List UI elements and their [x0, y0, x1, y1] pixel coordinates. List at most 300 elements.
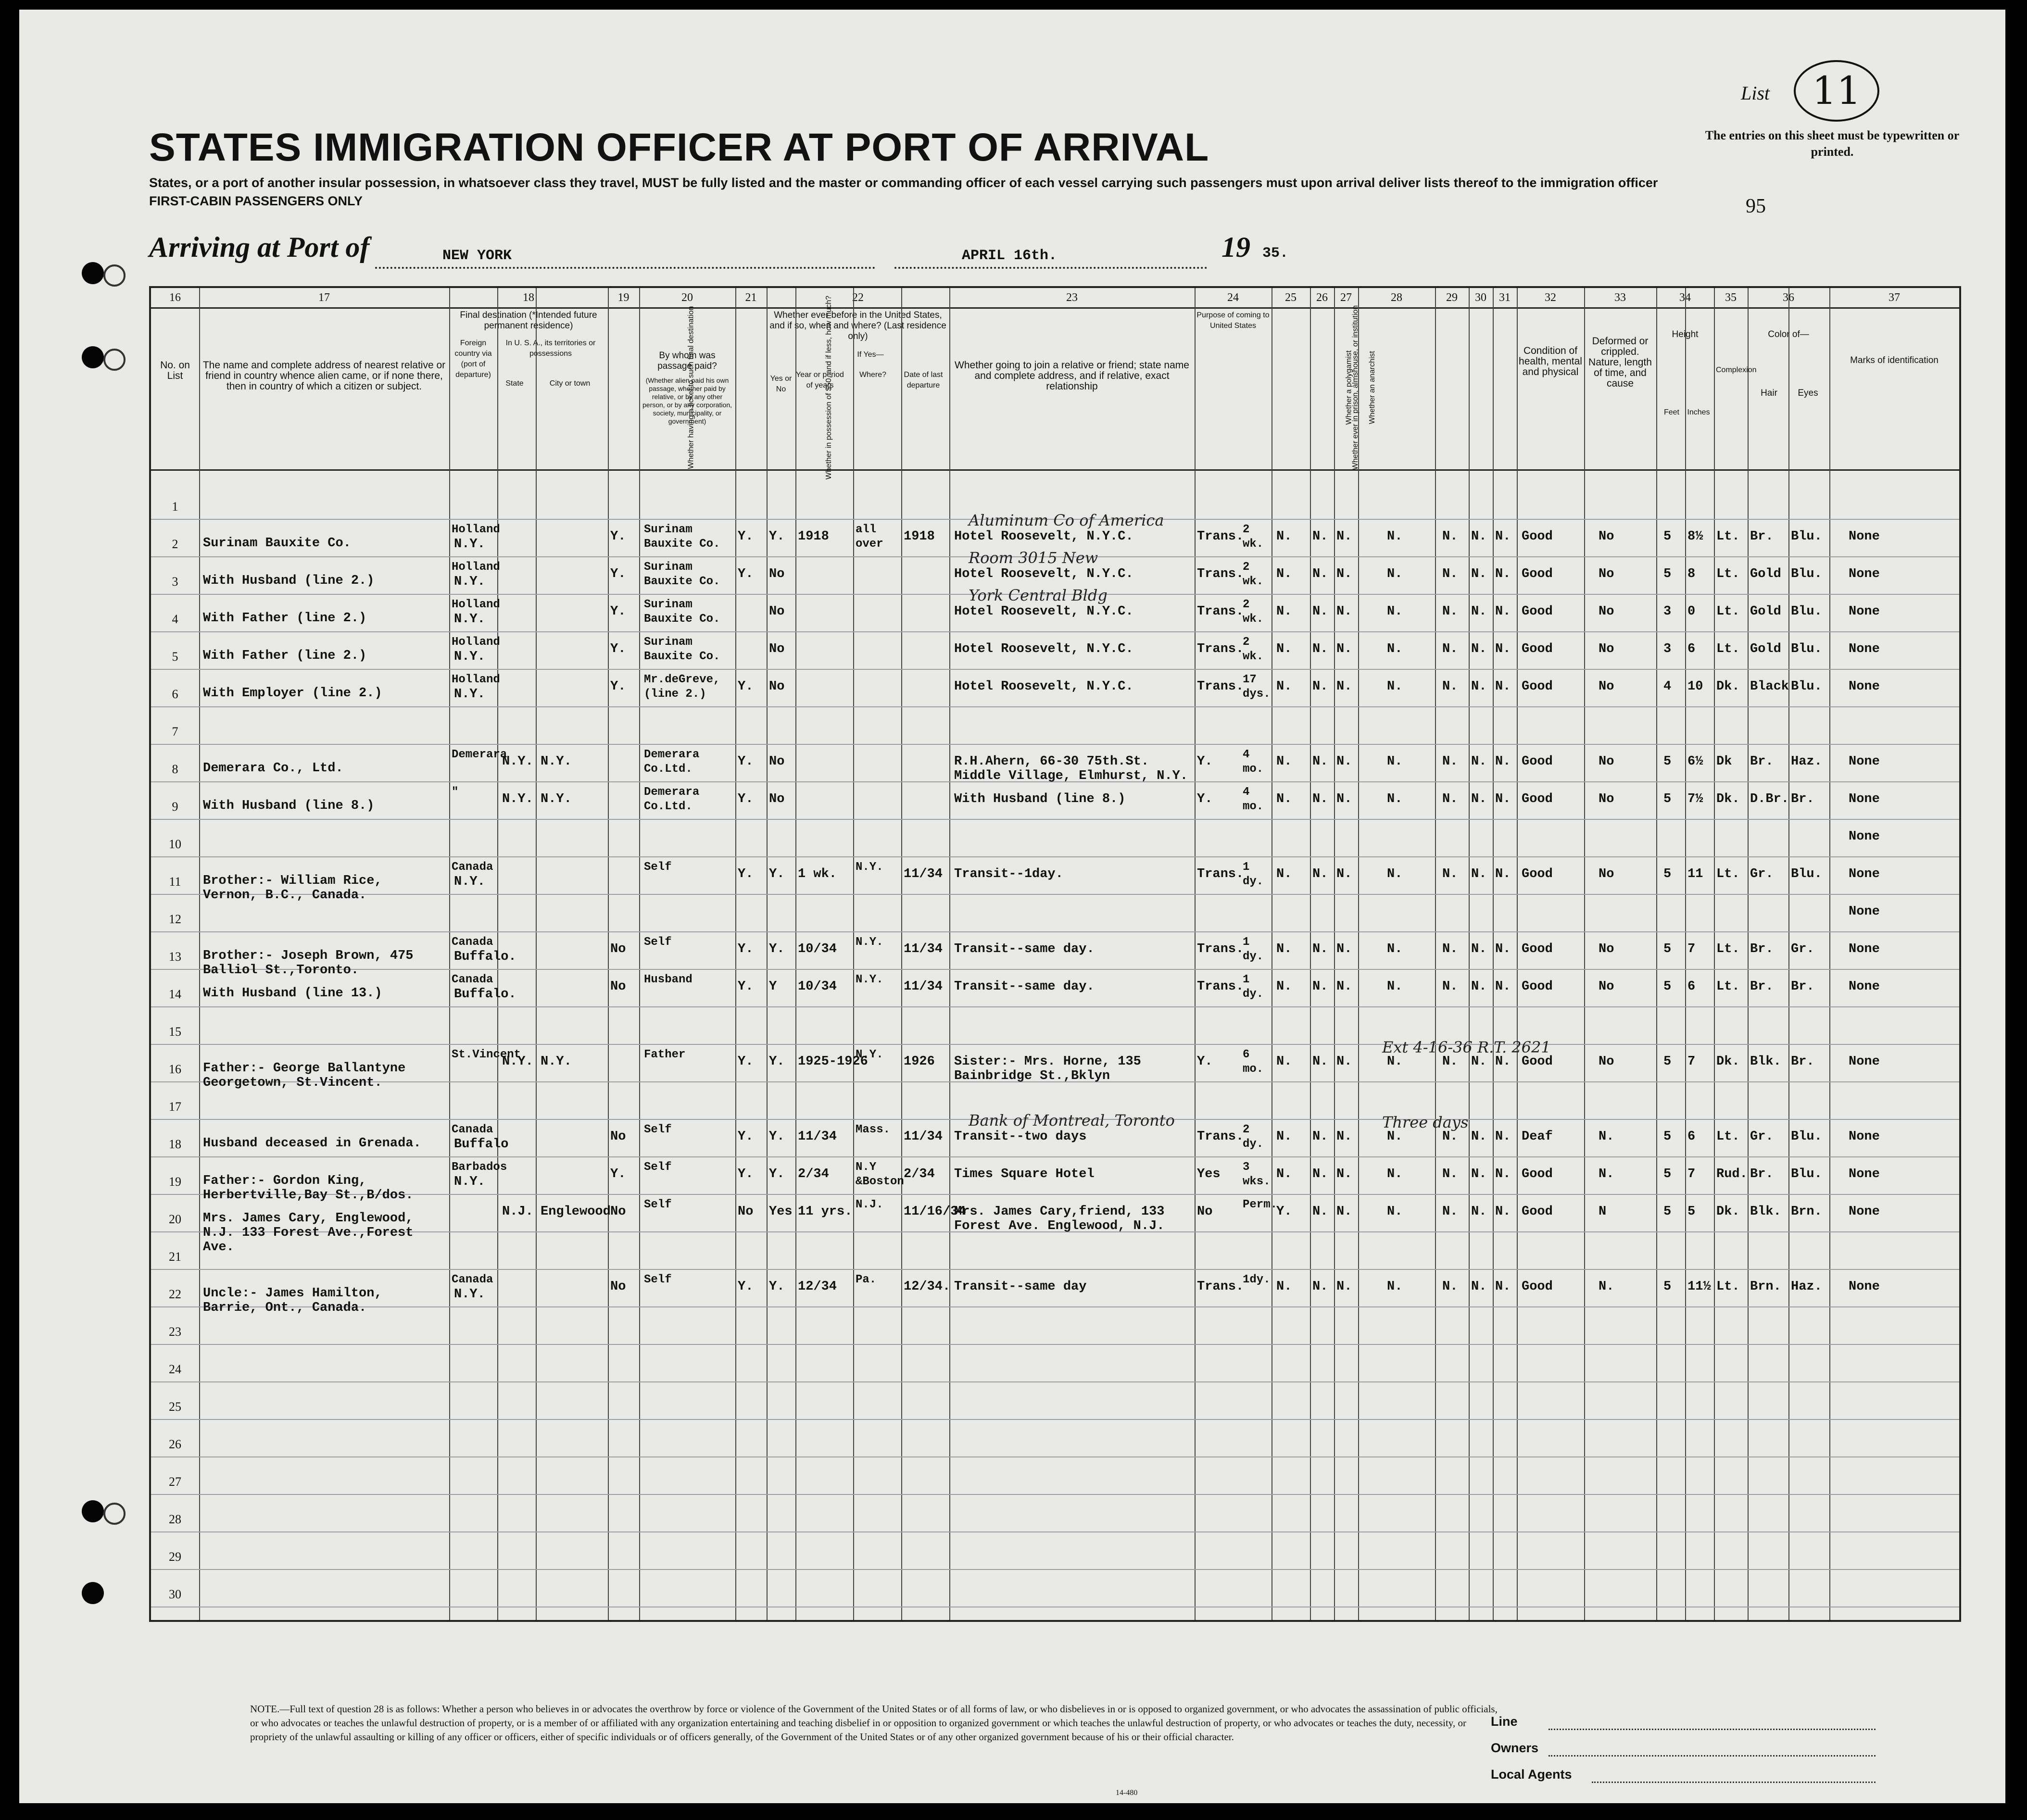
paid-cell: Self: [644, 1198, 672, 1211]
purpose-cell: Trans.: [1197, 529, 1244, 544]
state-cell: N.Y.: [502, 754, 533, 769]
polygamist-cell: N.: [1312, 979, 1328, 994]
marks-cell: None: [1849, 679, 1880, 694]
last-departure-cell: 11/34: [904, 1130, 943, 1144]
binder-hole: [82, 262, 104, 284]
marks-cell: None: [1849, 1130, 1880, 1144]
marks-cell: None: [1849, 754, 1880, 769]
join-cell: Sister:- Mrs. Horne, 135 Bainbridge St.,Bklyn: [954, 1054, 1141, 1083]
prison-cell: N.: [1276, 754, 1292, 769]
eyes-cell: Haz.: [1791, 1280, 1822, 1294]
column-divider: [1788, 288, 1789, 1620]
header-complexion: Complexion: [1714, 307, 1748, 471]
relative-cell: Father:- Gordon King, Herbertville,Bay St.,B/dos.: [203, 1174, 414, 1203]
prison-cell: N.: [1276, 529, 1292, 544]
marks-cell: None: [1849, 1167, 1880, 1181]
complexion-cell: Lt.: [1716, 567, 1740, 581]
column-divider: [1310, 288, 1311, 1620]
complexion-cell: Dk.: [1716, 792, 1740, 806]
length-cell: 2 dy.: [1243, 1123, 1264, 1151]
health-cell: Good: [1522, 604, 1553, 619]
col-num-25: 25: [1272, 288, 1310, 309]
country-cell: Holland: [452, 636, 500, 649]
complexion-cell: Lt.: [1716, 604, 1740, 619]
row-line: [151, 1419, 1959, 1420]
hair-cell: Br.: [1750, 1167, 1774, 1181]
inches-cell: 11½: [1687, 1280, 1711, 1294]
paid-cell: Demerara Co.Ltd.: [644, 748, 700, 776]
row-line: [151, 631, 1959, 632]
list-label: List: [1741, 82, 1770, 104]
header-years: Year or period of years: [796, 371, 844, 389]
owners-label: Owners: [1491, 1741, 1539, 1755]
row-number: 4: [172, 612, 178, 626]
where-cell: N.Y.: [856, 973, 883, 986]
city-cell: Englewood: [541, 1205, 611, 1219]
col-num-27: 27: [1334, 288, 1358, 309]
q31-cell: N.: [1495, 979, 1511, 994]
last-departure-cell: 11/16/34: [904, 1205, 966, 1219]
polygamist-cell: N.: [1312, 1054, 1328, 1069]
relative-cell: Brother:- Joseph Brown, 475 Balliol St.,Toronto.: [203, 949, 414, 978]
inches-cell: 7: [1687, 1167, 1696, 1181]
feet-cell: 5: [1663, 942, 1672, 956]
marks-cell: None: [1849, 567, 1880, 581]
health-cell: Good: [1522, 1054, 1553, 1069]
column-divider: [949, 288, 950, 1620]
row-line: [151, 669, 1959, 670]
last-departure-cell: 11/34: [904, 867, 943, 881]
q31-cell: N.: [1495, 1167, 1511, 1181]
complexion-cell: Dk.: [1716, 1205, 1740, 1219]
row-number: 9: [172, 800, 178, 814]
complexion-cell: Dk: [1716, 754, 1732, 769]
complexion-cell: Lt.: [1716, 1130, 1740, 1144]
length-cell: 2 wk.: [1243, 598, 1264, 626]
anarchist-cell: N.: [1336, 1280, 1352, 1294]
marks-cell: None: [1849, 904, 1880, 919]
marks-cell: None: [1849, 1280, 1880, 1294]
hair-cell: D.Br.: [1750, 792, 1789, 806]
join-cell: Hotel Roosevelt, N.Y.C.: [954, 604, 1133, 619]
inches-cell: 5: [1687, 1205, 1696, 1219]
purpose-cell: Y.: [1197, 1054, 1213, 1069]
join-cell: Times Square Hotel: [954, 1167, 1095, 1181]
anarchist-cell: N.: [1336, 1054, 1352, 1069]
country-cell: Canada: [452, 973, 493, 986]
row-number: 30: [169, 1587, 181, 1601]
row-number: 12: [169, 912, 181, 926]
row-line: [151, 1494, 1959, 1495]
anarchist-cell: N.: [1336, 642, 1352, 656]
column-divider: [608, 288, 609, 1620]
city-cell: N.Y.: [541, 792, 572, 806]
fifty-cell: Y.: [738, 1280, 754, 1294]
header-state: State: [505, 379, 524, 388]
header-passage-paid-note: (Whether alien paid his own passage, whether paid by relative, or by any other person, or by any corporation, society, municipality, or government): [642, 377, 732, 425]
header-join-relative: Whether going to join a relative or friend; state name and complete address, and if relative, exact relationship: [949, 307, 1195, 471]
join-cell: Transit--two days: [954, 1130, 1087, 1144]
polygamist-cell: N.: [1312, 604, 1328, 619]
deformed-cell: No: [1599, 792, 1614, 806]
where-cell: N.J.: [856, 1198, 883, 1211]
q30-cell: N.: [1471, 1054, 1487, 1069]
relative-cell: Brother:- William Rice, Vernon, B.C., Canada.: [203, 874, 382, 903]
length-cell: 2 wk.: [1243, 523, 1264, 551]
eyes-cell: Blu.: [1791, 1130, 1822, 1144]
entries-note: The entries on this sheet must be typewritten or printed.: [1705, 128, 1960, 159]
row-number: 16: [169, 1062, 181, 1076]
header-height-title: Height: [1672, 329, 1699, 339]
deformed-cell: No: [1599, 1054, 1614, 1069]
paid-cell: Surinam Bauxite Co.: [644, 523, 720, 551]
complexion-cell: Rud.: [1716, 1167, 1748, 1181]
q29-cell: N.: [1442, 1280, 1458, 1294]
country-cell: St.Vincent: [452, 1048, 521, 1061]
prison-cell: N.: [1276, 1280, 1292, 1294]
feet-cell: 5: [1663, 1205, 1672, 1219]
last-departure-cell: 2/34: [904, 1167, 935, 1181]
row-line: [151, 856, 1959, 857]
purpose-cell: Trans.: [1197, 1280, 1244, 1294]
row-line: [151, 706, 1959, 707]
eyes-cell: Br.: [1791, 1054, 1814, 1069]
q30-cell: N.: [1471, 679, 1487, 694]
col-num-20: 20: [639, 288, 735, 309]
prison-cell: N.: [1276, 942, 1292, 956]
agents-field: [1592, 1782, 1876, 1783]
complexion-cell: Lt.: [1716, 942, 1740, 956]
length-cell: 2 wk.: [1243, 561, 1264, 588]
where-cell: Mass.: [856, 1123, 891, 1136]
list-number: 11: [1794, 60, 1879, 122]
eyes-cell: Brn.: [1791, 1205, 1822, 1219]
polygamist-cell: N.: [1312, 679, 1328, 694]
col-num-16: 16: [151, 288, 199, 309]
anarchist-cell: N.: [1336, 792, 1352, 806]
fifty-cell: Y.: [738, 754, 754, 769]
complexion-cell: Lt.: [1716, 1280, 1740, 1294]
relative-cell: With Employer (line 2.): [203, 686, 382, 701]
header-passage-paid: [639, 307, 735, 471]
length-cell: 6 mo.: [1243, 1048, 1264, 1076]
q28-cell: N.: [1387, 754, 1403, 769]
footer-note: NOTE.—Full text of question 28 is as follows: Whether a person who believes in or advocates the overthrow by force or violence of the Government of the United States or of all forms of law, or who disbelieves in or is opposed to organized government, or who advocates the assassination of public officials, or who advocates or teaches the unlawful destruction of property, or is a member of or affiliated with any organization entertaining and teaching disbelief in or opposition to organized government or which teaches the unlawful destruction of property, or who advocates or teaches the duty, necessity, or propriety of the unlawful assaulting or killing of any officer or officers, either of specific individuals or of officers generally, of the Government of the United States or of any other organized government because of his or their official character.: [250, 1703, 1498, 1743]
inches-cell: 8: [1687, 567, 1696, 581]
fifty-cell: Y.: [738, 867, 754, 881]
q31-cell: N.: [1495, 679, 1511, 694]
paid-cell: Self: [644, 936, 672, 949]
row-number: 20: [169, 1212, 181, 1226]
header-anarchist: [1334, 307, 1377, 471]
join-cell: Hotel Roosevelt, N.Y.C.: [954, 529, 1133, 544]
q28-cell: N.: [1387, 1280, 1403, 1294]
row-line: [151, 1269, 1959, 1270]
column-divider: [1829, 288, 1830, 1620]
country-cell: Holland: [452, 673, 500, 686]
country-cell: Canada: [452, 1273, 493, 1286]
header-final-destination: [449, 307, 608, 471]
eyes-cell: Gr.: [1791, 942, 1814, 956]
col-num-35: 35: [1714, 288, 1748, 309]
header-final-destination-title: Final destination (*Intended future permanent residence): [460, 310, 597, 331]
q31-cell: N.: [1495, 867, 1511, 881]
marks-cell: None: [1849, 529, 1880, 544]
column-divider: [1714, 288, 1715, 1620]
years-cell: 11 yrs.: [798, 1205, 853, 1219]
header-anarchist-text: Whether an anarchist: [1368, 351, 1377, 425]
country-cell: Canada: [452, 936, 493, 949]
relative-cell: Husband deceased in Grenada.: [203, 1136, 421, 1151]
q31-cell: N.: [1495, 942, 1511, 956]
inches-cell: 7: [1687, 942, 1696, 956]
polygamist-cell: N.: [1312, 754, 1328, 769]
state-cell: N.Y.: [502, 792, 533, 806]
deformed-cell: No: [1599, 754, 1614, 769]
via-cell: N.Y.: [454, 612, 485, 627]
before-cell: Y.: [769, 1167, 785, 1181]
column-divider: [1469, 288, 1470, 1620]
row-number: 19: [169, 1175, 181, 1189]
complexion-cell: Lt.: [1716, 979, 1740, 994]
q31-cell: N.: [1495, 1130, 1511, 1144]
column-divider: [1748, 288, 1749, 1620]
feet-cell: 5: [1663, 979, 1672, 994]
paid-cell: Surinam Bauxite Co.: [644, 636, 720, 663]
q28-cell: N.: [1387, 792, 1403, 806]
q31-cell: N.: [1495, 529, 1511, 544]
column-divider: [1517, 288, 1518, 1620]
row-number: 28: [169, 1512, 181, 1526]
join-cell: Transit--1day.: [954, 867, 1063, 881]
hair-cell: Br.: [1750, 529, 1774, 544]
anarchist-cell: N.: [1336, 567, 1352, 581]
agents-label: Local Agents: [1491, 1767, 1572, 1782]
inches-cell: 6½: [1687, 754, 1703, 769]
anarchist-cell: N.: [1336, 1130, 1352, 1144]
join-cell: R.H.Ahern, 66-30 75th.St. Middle Village, Elmhurst, N.Y.: [954, 754, 1188, 783]
q30-cell: N.: [1471, 979, 1487, 994]
sheet-number: 95: [1746, 195, 1766, 217]
before-cell: No: [769, 642, 785, 656]
eyes-cell: Blu.: [1791, 567, 1822, 581]
prison-cell: N.: [1276, 1167, 1292, 1181]
length-cell: 2 wk.: [1243, 636, 1264, 663]
before-cell: Y.: [769, 1130, 785, 1144]
col-num-32: 32: [1517, 288, 1584, 309]
header-relative: The name and complete address of nearest relative or friend in country whence alien came, or if none there, then in country of which a citizen or subject.: [199, 307, 449, 471]
health-cell: Good: [1522, 979, 1553, 994]
purpose-cell: Trans.: [1197, 979, 1244, 994]
header-last-departure: Date of last departure: [904, 371, 943, 389]
q31-cell: N.: [1495, 792, 1511, 806]
purpose-cell: Y.: [1197, 754, 1213, 769]
column-divider: [1685, 288, 1686, 1620]
q31-cell: N.: [1495, 604, 1511, 619]
city-cell: N.Y.: [541, 754, 572, 769]
paid-cell: Demerara Co.Ltd.: [644, 786, 700, 813]
q28-cell: N.: [1387, 942, 1403, 956]
deformed-cell: No: [1599, 979, 1614, 994]
header-eyes: Eyes: [1798, 388, 1818, 398]
via-cell: N.Y.: [454, 650, 485, 664]
fifty-cell: Y.: [738, 1167, 754, 1181]
inches-cell: 6: [1687, 979, 1696, 994]
paid-cell: Mr.deGreve, (line 2.): [644, 673, 720, 701]
state-cell: N.Y.: [502, 1054, 533, 1069]
row-line: [151, 744, 1959, 745]
row-number: 26: [169, 1437, 181, 1451]
join-cell: Transit--same day.: [954, 979, 1095, 994]
row-line: [151, 1006, 1959, 1007]
row-line: [151, 1044, 1959, 1045]
column-divider: [1493, 288, 1494, 1620]
polygamist-cell: N.: [1312, 867, 1328, 881]
row-number: 21: [169, 1250, 181, 1264]
header-ticket-text: Whether having a ticket to such final destination: [687, 306, 695, 469]
owners-field: [1549, 1755, 1876, 1757]
length-cell: Perm.: [1243, 1198, 1278, 1211]
deformed-cell: N.: [1599, 1130, 1614, 1144]
fifty-cell: Y.: [738, 679, 754, 694]
relative-cell: Mrs. James Cary, Englewood, N.J. 133 Forest Ave.,Forest Ave.: [203, 1211, 414, 1255]
state-cell: N.J.: [502, 1205, 533, 1219]
deformed-cell: No: [1599, 867, 1614, 881]
relative-cell: With Husband (line 13.): [203, 986, 382, 1001]
binder-hole: [82, 346, 104, 368]
q29-cell: N.: [1442, 1205, 1458, 1219]
relative-cell: Surinam Bauxite Co.: [203, 536, 351, 551]
row-line: [151, 1531, 1959, 1532]
manifest-table: [149, 286, 1961, 1622]
city-cell: N.Y.: [541, 1054, 572, 1069]
prison-cell: N.: [1276, 642, 1292, 656]
inches-cell: 11: [1687, 867, 1703, 881]
col-num-26: 26: [1310, 288, 1334, 309]
feet-cell: 5: [1663, 529, 1672, 544]
header-deformed: Deformed or crippled. Nature, length of time, and cause: [1584, 307, 1656, 471]
handwritten-annotation: Room 3015 New: [969, 549, 1098, 567]
column-divider: [1195, 288, 1196, 1620]
via-cell: Buffalo.: [454, 950, 516, 964]
where-cell: N.Y.: [856, 861, 883, 874]
ticket-cell: No: [610, 1280, 626, 1294]
column-divider: [639, 288, 640, 1620]
before-cell: Y.: [769, 942, 785, 956]
binder-hole: [82, 1582, 104, 1604]
row-number: 11: [169, 875, 181, 889]
q28-cell: N.: [1387, 1167, 1403, 1181]
before-cell: No: [769, 604, 785, 619]
row-line: [151, 1569, 1959, 1570]
manifest-sheet: [19, 10, 2005, 1803]
years-cell: 11/34: [798, 1130, 837, 1144]
q31-cell: N.: [1495, 1205, 1511, 1219]
col-num-37: 37: [1829, 288, 1959, 309]
port-value: NEW YORK: [442, 248, 512, 264]
row-number: 8: [172, 762, 178, 776]
column-divider: [853, 288, 854, 1620]
col-num-22: 22: [767, 288, 949, 309]
q29-cell: N.: [1442, 1130, 1458, 1144]
ticket-cell: Y.: [610, 529, 626, 544]
anarchist-cell: N.: [1336, 979, 1352, 994]
row-number: 5: [172, 650, 178, 664]
relative-cell: With Father (line 2.): [203, 611, 367, 626]
anarchist-cell: N.: [1336, 1205, 1352, 1219]
health-cell: Good: [1522, 867, 1553, 881]
join-cell: Hotel Roosevelt, N.Y.C.: [954, 642, 1133, 656]
years-cell: 2/34: [798, 1167, 829, 1181]
before-cell: No: [769, 754, 785, 769]
hair-cell: Blk.: [1750, 1205, 1781, 1219]
header-marks: Marks of identification: [1829, 307, 1959, 471]
via-cell: N.Y.: [454, 875, 485, 889]
hair-cell: Br.: [1750, 942, 1774, 956]
header-col-28: [1358, 307, 1435, 471]
port-line: [375, 267, 875, 269]
inches-cell: 10: [1687, 679, 1703, 694]
column-divider: [1435, 288, 1436, 1620]
complexion-cell: Dk.: [1716, 1054, 1740, 1069]
header-fifty-dollars-text: Whether in possession of $50, and if less, how much?: [825, 295, 833, 480]
relative-cell: With Father (line 2.): [203, 649, 367, 663]
polygamist-cell: N.: [1312, 1167, 1328, 1181]
column-divider: [901, 288, 902, 1620]
header-health: Condition of health, mental and physical: [1517, 307, 1584, 471]
hair-cell: Gr.: [1750, 867, 1774, 881]
health-cell: Good: [1522, 1280, 1553, 1294]
prison-cell: N.: [1276, 567, 1292, 581]
length-cell: 17 dys.: [1243, 673, 1271, 701]
row-number: 14: [169, 987, 181, 1001]
col-num-30: 30: [1469, 288, 1493, 309]
polygamist-cell: N.: [1312, 1205, 1328, 1219]
line-field: [1549, 1729, 1876, 1730]
years-cell: 10/34: [798, 942, 837, 956]
row-number: 22: [169, 1287, 181, 1301]
q30-cell: N.: [1471, 867, 1487, 881]
col-num-36: 36: [1748, 288, 1829, 309]
before-cell: Y.: [769, 529, 785, 544]
q29-cell: N.: [1442, 979, 1458, 994]
q30-cell: N.: [1471, 1167, 1487, 1181]
header-polygamist: [1310, 307, 1353, 471]
purpose-cell: Trans.: [1197, 642, 1244, 656]
years-cell: 1 wk.: [798, 867, 837, 881]
q29-cell: N.: [1442, 867, 1458, 881]
binder-hole-ring: [103, 1503, 126, 1525]
eyes-cell: Br.: [1791, 792, 1814, 806]
eyes-cell: Blu.: [1791, 642, 1822, 656]
deformed-cell: No: [1599, 529, 1614, 544]
q30-cell: N.: [1471, 792, 1487, 806]
via-cell: N.Y.: [454, 1175, 485, 1189]
row-number: 13: [169, 950, 181, 964]
purpose-cell: Trans.: [1197, 604, 1244, 619]
hair-cell: Br.: [1750, 979, 1774, 994]
row-number: 18: [169, 1137, 181, 1151]
join-cell: Mrs. James Cary,friend, 133 Forest Ave. Englewood, N.J.: [954, 1205, 1165, 1233]
row-number: 27: [169, 1475, 181, 1489]
ticket-cell: Y.: [610, 604, 626, 619]
fifty-cell: Y.: [738, 942, 754, 956]
where-cell: Pa.: [856, 1273, 877, 1286]
q29-cell: N.: [1442, 792, 1458, 806]
join-cell: With Husband (line 8.): [954, 792, 1126, 806]
length-cell: 1dy.: [1243, 1273, 1271, 1286]
feet-cell: 5: [1663, 567, 1672, 581]
